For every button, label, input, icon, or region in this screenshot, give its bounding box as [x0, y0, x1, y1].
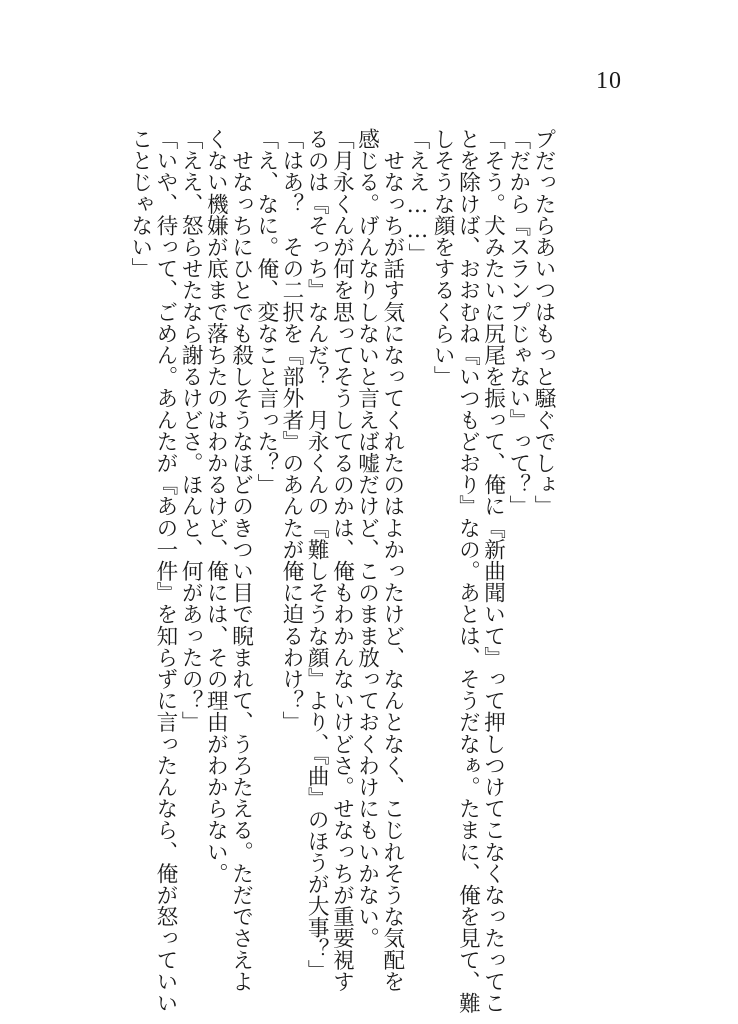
text-line: くない機嫌が底まで落ちたのはわかるけど、俺には、その理由がわからない。: [203, 128, 229, 884]
text-line: 「ええ、怒らせたなら謝るけどさ。ほんと、何があったの？」: [178, 128, 204, 733]
vertical-text-block: [127, 128, 556, 1014]
text-line: せなっちにひとでも殺しそうなほどのきつい目で睨まれて、うろたえる。ただでさえよ: [228, 128, 254, 992]
text-line: 「はあ？ その二択を『部外者』のあんたが俺に迫るわけ？」: [278, 128, 304, 733]
text-line: 「ええ……」: [404, 128, 430, 265]
text-line: とを除けば、おおむね『いつもどおり』なの。あとは、そうだなぁ。たまに、俺を見て、難: [455, 128, 481, 1014]
text-line: 「月永くんが何を思ってそうしてるのかは、俺もわかんないけどさ。せなっちが重要視す: [329, 128, 355, 992]
text-line: プだったらあいつはもっと騒ぐでしょ」: [531, 128, 556, 517]
text-line: 感じる。げんなりしないと言えば嘘だけど、このまま放っておくわけにもいかない。: [354, 128, 380, 949]
text-line: せなっちが話す気になってくれたのはよかったけど、なんとなく、こじれそうな気配を: [379, 128, 405, 992]
text-line: るのは『そっち』なんだ？ 月永くんの『難しそうな顔』より、『曲』のほうが大事？」: [304, 128, 330, 982]
text-line: 「そう。犬みたいに尻尾を振って、俺に『新曲聞いて』って押しつけてこなくなったってこ: [480, 128, 506, 1014]
text-line: 「だから『スランプじゃない』って？」: [505, 128, 531, 517]
page-number: 10: [596, 68, 622, 94]
text-line: 「え、なに。俺、変なこと言った？」: [253, 128, 279, 496]
text-line: ことじゃない」: [127, 128, 153, 280]
text-line: 「いや、待って、ごめん。あんたが『あの一件』を知らずに言ったんなら、俺が怒っていい: [152, 128, 178, 1014]
text-line: しそうな顔をするくらい」: [430, 128, 456, 388]
